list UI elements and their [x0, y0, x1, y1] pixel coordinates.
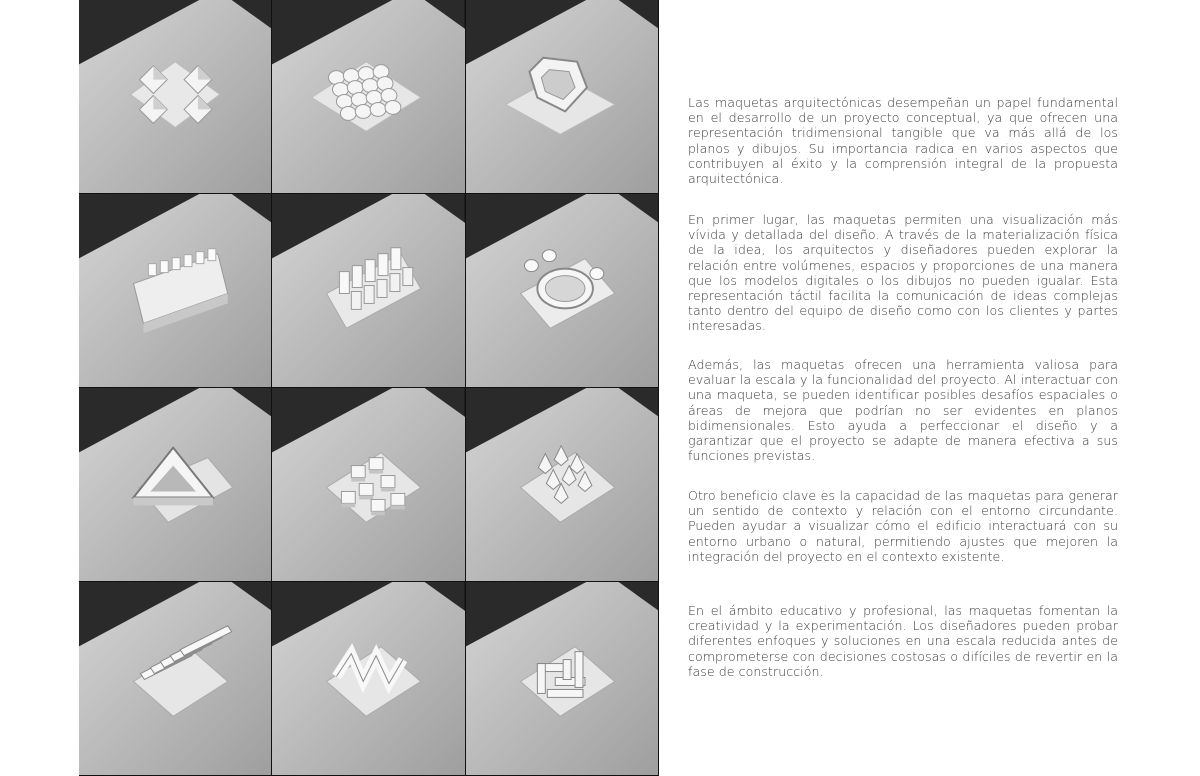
photo-tile-pyramids	[79, 0, 272, 194]
photo-image	[272, 582, 464, 775]
photo-image	[466, 194, 658, 387]
photo-tile-bars	[79, 582, 272, 776]
photo-image	[79, 194, 271, 387]
photo-tile-stepped-bar	[79, 194, 272, 388]
paragraph-scale: Además, las maquetas ofrecen una herramienta valiosa para evaluar la escala y la funcionalidad del proyecto. Al interactuar con una maqueta, se pueden identificar posibles desafíos espaciales o áreas de mejora que podrían no ser evidentes en planos bidimensionales. Esto ayuda a perfeccionar el diseño y a garantizar que el proyecto se adapte de manera efectiva a sus funciones previstas.	[688, 357, 1118, 464]
photo-image	[272, 388, 464, 581]
photo-tile-spiked-cluster	[466, 388, 659, 582]
photo-image	[79, 388, 271, 581]
photo-image	[466, 582, 658, 775]
photo-image	[272, 194, 464, 387]
paragraph-education: En el ámbito educativo y profesional, las maquetas fomentan la creatividad y la experimentación. Los diseñadores pueden probar diferentes enfoques y soluciones en una escala reducida antes de comprometerse con decisiones costosas o difíciles de revertir en la fase de construcción.	[688, 603, 1118, 679]
paragraph-intro: Las maquetas arquitectónicas desempeñan un papel fundamental en el desarrollo de un proyecto conceptual, ya que ofrecen una representación tridimensional tangible que va más allá de los planos y dibujos. Su importancia radica en varios aspectos que contribuyen al éxito y la comprensión integral de la propuesta arquitectónica.	[688, 95, 1118, 187]
photo-image	[79, 0, 271, 193]
photo-tile-zigzag	[272, 582, 465, 776]
photo-grid	[79, 0, 659, 776]
text-column	[688, 0, 1118, 776]
photo-image	[466, 0, 658, 193]
photo-tile-triangle-ring	[79, 388, 272, 582]
paragraph-visualization: En primer lugar, las maquetas permiten una visualización más vívida y detallada del diseño. A través de la materialización física de la idea, los arquitectos y diseñadores pueden explorar la relación entre volúmenes, espacios y proporciones de una manera que los modelos digitales o los dibujos no pueden igualar. Esta representación táctil facilita la comunicación de ideas complejas tanto dentro del equipo de diseño como con los clientes y partes interesadas.	[688, 212, 1118, 334]
paragraph-context: Otro beneficio clave es la capacidad de las maquetas para generar un sentido de contexto y relación con el entorno circundante. Pueden ayudar a visualizar cómo el edificio interactuará con su entorno urbano o natural, permitiendo ajustes que mejoren la integración del proyecto en el contexto existente.	[688, 488, 1118, 564]
photo-image	[79, 582, 271, 775]
photo-tile-domes	[272, 0, 465, 194]
photo-tile-cube-cluster	[272, 388, 465, 582]
photo-tile-hexagon-ring	[466, 0, 659, 194]
photo-image	[272, 0, 464, 193]
photo-tile-maze	[466, 582, 659, 776]
photo-tile-cylinders	[466, 194, 659, 388]
photo-tile-double-comb	[272, 194, 465, 388]
photo-image	[466, 388, 658, 581]
